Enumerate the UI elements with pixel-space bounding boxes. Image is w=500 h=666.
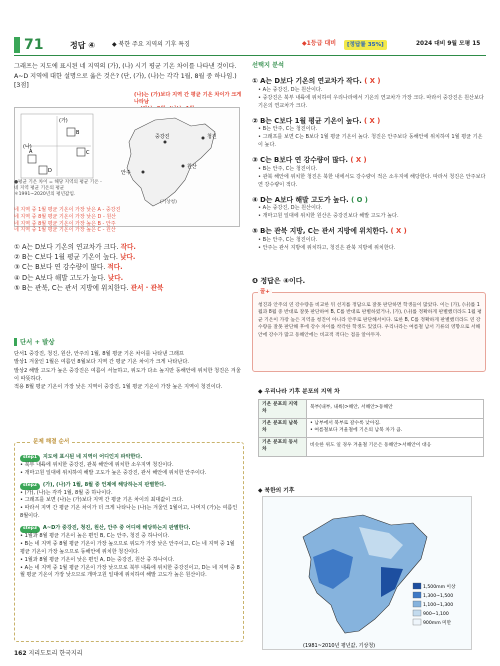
choice-1-body: • A는 중강진, D는 원산이다. • 중강진은 북부 내륙에 위치하여 우리나라에서 기온의 연교차가 가장 크다. 따라서 중강진은 원산보다 기온의 연교차가 크다. xyxy=(258,86,484,109)
legend-swatch xyxy=(413,601,421,607)
climate-table-title: ◆ 우리나라 기후 분포의 지역 차 xyxy=(258,389,340,395)
legend-swatch xyxy=(413,619,421,625)
question-hints: 네 지역 중 1월 평균 기온이 가장 낮은 A - 중강진 네 지역 중 8월 평균 기온이 가장 낮은 D - 원산 네 지역 중 8월 평균 기온이 가장 높은 B - 안주 네 지역 중 1월 평균 기온이 가장 높은 C - 원산 xyxy=(14,207,121,234)
point-c-label: C xyxy=(86,150,90,156)
tips-heading: 단서 + 발상 xyxy=(14,338,244,347)
legend-swatch xyxy=(413,592,421,598)
solution-steps: step1 지도에 표시된 네 지역이 어디인지 파악한다. • 북부 내륙에 위치한 중강진, 관북 해안에 위치한 소우지역 청진이다. • 개마고원 일대에 위치하여 해발 고도가 높은 중강진, 관서 해안에 위치한 안주이다. step2 (가), (나)가 1월, 8월 중 언제에 해당하는지 판별한다. • (가), (나)는 각각 1월, 8월 중 하나이다. • 그래프를 보면 (나)는 (가)보다 지역 간 평균 기온 차이의 최대값이 크다. • 따라서 지역 간 평균 기온 차이가 더 크게 나타나는 (나)는 겨울인 1월이고, 나머지 (가)는 여름인 8월이다. step3 A~D가 중강진, 청진, 원산, 안주 중 어디에 해당하는지 판별한다. • 1월과 8월 평균 기온이 높은 편인 B, C는 안주, 청진 중 하나이다. • B는 네 지역 중 8월 평균 기온이 가장 높으므로 위도가 가장 낮은 안주이고, C는 네 지역 중 1월 평균 기온이 가장 높으므로 동해안에 위치한 청진이다. • 1월과 8월 평균 기온이 낮은 편인 A, D는 중강진, 원산 중 하나이다. • A는 네 지역 중 1월 평균 기온이 가장 낮으므로 북부 내륙에 위치한 중강진이고, D는 네 지역 중 8월 평균 기온이 가장 낮으므로 개마고원 일대에 위치하여 해발 고도가 높은 원산이다. xyxy=(20,454,240,579)
north-korea-map xyxy=(121,118,217,206)
step1-body: • 북부 내륙에 위치한 중강진, 관북 해안에 위치한 소우지역 청진이다. • 개마고원 일대에 위치하여 해발 고도가 높은 중강진, 관서 해안에 위치한 안주이다. xyxy=(20,461,207,476)
table-row: 기온 분포의 남북 차 • 남부에서 북부로 갈수록 낮아짐. • 여름철보다 겨울철에 기온의 남북 차가 큼. xyxy=(259,418,484,437)
map-label-junggangjin: 중강진 xyxy=(155,134,170,140)
legend-label: 1,100~1,300 xyxy=(423,603,454,608)
question-column xyxy=(14,62,244,105)
figure-source: (기상청) xyxy=(160,200,177,205)
choice-2-head: ② B는 C보다 1월 평균 기온이 높다. ( X ) xyxy=(252,116,381,125)
question-annotation: (나)는 (가)보다 지역 간 평균 기온 차이가 크게 나타남 xyxy=(134,92,242,105)
option-5[interactable]: ⑤ B는 관북, C는 관서 지방에 위치한다. 관서 · 관북 xyxy=(14,283,164,292)
climate-table xyxy=(258,399,484,457)
tips-list: 단서1 중강진, 청진, 원산, 안주의 1월, 8월 평균 기온 차이를 나타낸 그래프 발상1 겨울인 1월은 여름인 8월보다 지역 간 평균 기온 차이가 크게 나타난다. 발상2 해발 고도가 높은 중강진은 여름이 서늘하고, 위도가 다소 높지만 동해안에 위치한 청진은 겨울이 따뜻하다. 적용 8월 평균 기온이 가장 낮은 지역이 중강진, 1월 평균 기온이 가장 높은 지역이 청진이다. xyxy=(14,351,241,391)
question-text: 그래프는 지도에 표시된 네 지역의 (가), (나) 시기 평균 기온 차이를 나타낸 것이다. A~D 지역에 대한 설명으로 옳은 것은? (단, (가), (나)는 각각 1월, 8월 중 하나임.) [3점] xyxy=(14,63,237,90)
map-label-wonsan: 원산 xyxy=(187,164,197,170)
difference-chart xyxy=(21,114,93,178)
choice-3-body: • B는 안주, C는 청진이다. • 관북 해안에 위치한 청진은 북한 내에서도 강수량이 적은 소우지에 해당한다. 따라서 청진은 안주보다 연 강수량이 적다. xyxy=(258,165,486,188)
plus-tag: 꿀+ xyxy=(260,289,270,295)
legend-swatch xyxy=(413,583,421,589)
answer-options xyxy=(14,242,240,293)
topic-label: ◆ 북한 주요 지역의 기후 특징 xyxy=(112,41,190,48)
choice-5-body: • B는 안주, C는 청진이다. • 안주는 관서 지방에 위치하고, 청진은 관북 지방에 위치한다. xyxy=(258,237,396,251)
figure-legend: ●평균 기온 차이 = 해당 지역의 평균 기온 - 네 지역 평균 기온의 평균 ＊1991~2020년의 평년값임. xyxy=(14,180,102,198)
answer-statement: ❹ 정답은 ④이다. xyxy=(252,277,306,285)
climate-map-title: ◆ 북한의 기후 xyxy=(258,488,295,494)
legend-label: 1,300~1,500 xyxy=(423,594,454,599)
table-row: 기온 분포의 동서 차 비슷한 위도 일 경우 겨울철 기온은 동해안>서해안이 대응 xyxy=(259,437,484,456)
header-rule xyxy=(14,55,486,56)
page-number: 162 xyxy=(14,650,27,657)
option-2[interactable]: ② B는 C보다 1월 평균 기온이 높다. 낮다. xyxy=(14,253,136,262)
option-3[interactable]: ③ C는 B보다 연 강수량이 많다. 적다. xyxy=(14,263,123,272)
option-4[interactable]: ④ D는 A보다 해발 고도가 높다. 낮다. xyxy=(14,273,124,282)
analysis-title: 선택지 분석 xyxy=(252,62,285,69)
choice-1-head: ① A는 D보다 기온의 연교차가 작다. ( X ) xyxy=(252,76,381,85)
correct-rate: [정답률 35%] xyxy=(344,40,387,50)
grade-label: ◆1등급 대비 xyxy=(302,40,337,47)
chart-label-ga: (가) xyxy=(59,118,68,124)
climate-map-svg xyxy=(263,497,473,651)
analysis-column xyxy=(252,62,486,253)
step2-body: • (가), (나)는 각각 1월, 8월 중 하나이다. • 그래프를 보면 (나)는 (가)보다 지역 간 평균 기온 차이의 최대값이 크다. • 따라서 지역 간 평균 기온 차이가 더 크게 나타나는 (나)는 겨울인 1월이고, 나머지 (가)는 여름인 8월이다. xyxy=(20,489,238,520)
point-b-label: B xyxy=(76,130,80,136)
chart-label-na: (나) xyxy=(23,144,32,150)
legend-label: 1,500mm 이상 xyxy=(423,585,456,590)
choice-4-head: ④ D는 A보다 해발 고도가 높다. ( O ) xyxy=(252,195,368,204)
option-1[interactable]: ① A는 D보다 기온의 연교차가 크다. 작다. xyxy=(14,243,136,251)
page-footer xyxy=(14,650,83,659)
point-d-label: D xyxy=(48,168,52,174)
question-header xyxy=(14,36,486,54)
badge-bar xyxy=(14,37,20,53)
book-title: 지리도토리 한국지리 xyxy=(28,650,83,657)
map-label-cheongjin: 청진 xyxy=(207,134,217,140)
step3-body: • 1월과 8월 평균 기온이 높은 편인 B, C는 안주, 청진 중 하나이다. • B는 네 지역 중 8월 평균 기온이 가장 높으므로 위도가 가장 낮은 안주이고, C는 네 지역 중 1월 평균 기온이 가장 높으므로 동해안에 위치한 청진이다. • 1월과 8월 평균 기온이 낮은 편인 A, D는 중강진, 원산 중 하나이다. • A는 네 지역 중 1월 평균 기온이 가장 낮으므로 북부 내륙에 위치한 중강진이고, D는 네 지역 중 8월 평균 기온이 가장 낮으므로 개마고원 일대에 위치하여 해발 고도가 높은 원산이다. xyxy=(20,533,240,579)
point-a-label: A xyxy=(29,149,33,155)
climate-map xyxy=(262,496,472,650)
climate-map-caption: (1981~2010년 평년값, 기상청) xyxy=(303,643,376,649)
choice-3-head: ③ C는 B보다 연 강수량이 많다. ( X ) xyxy=(252,156,367,165)
choice-5-head: ⑤ B는 관북 지방, C는 관서 지방에 위치한다. ( X ) xyxy=(252,227,407,236)
table-row: 기온 분포의 지역 차 북부(내부, 내륙)>해안, 서해안>동해안 xyxy=(259,400,484,419)
question-number: 71 xyxy=(24,36,44,53)
answer-label: 정답 ④ xyxy=(70,41,96,50)
legend-label: 900~1,100 xyxy=(423,612,449,617)
choice-4-body: • A는 중강진, D는 원산이다. • 개마고원 일대에 위치한 원산은 중강진보다 해발 고도가 높다. xyxy=(258,205,399,220)
solution-title: 문제 해결 순서 xyxy=(30,438,72,446)
choice-2-body: • B는 안주, C는 청진이다. • 그래프를 보면 C는 B보다 1월 평균 기온이 높다. 청진은 안주보다 동해안에 위치하여 1월 평균 기온이 높다. xyxy=(258,126,483,149)
plus-body: 청진과 안주의 연 강수량을 비교한 뒤 선지를 정답으로 잘못 판단하면 학생들이 많았다. 이는 (가), (나)를 1월과 8월 중 반대로 잘못 판단하여 B, C를 반대로 판별하였거나, (가), (나)를 정확하게 판별했더라도 1월 평균 기온이 가장 높은 지역을 청진이 아니라 안주로 판단해서이다. 또한 B, C를 정확하게 판별했더라도 연 강수량을 잘못 판단해 후에 강수 차이를 착각한 학생도 있었다. 우리나라는 여름철 남서 기류의 영향으로 서해안에 강수가 많고 동해안에는 비교적 적다는 점을 알아두자. xyxy=(258,303,482,338)
legend-label: 900mm 미만 xyxy=(423,621,452,626)
question-number-badge xyxy=(14,36,43,54)
exam-source: 2024 대비 9월 모평 15 xyxy=(416,41,481,47)
map-label-anju: 안주 xyxy=(121,170,131,176)
climate-map-legend xyxy=(413,583,456,626)
legend-swatch xyxy=(413,610,421,616)
